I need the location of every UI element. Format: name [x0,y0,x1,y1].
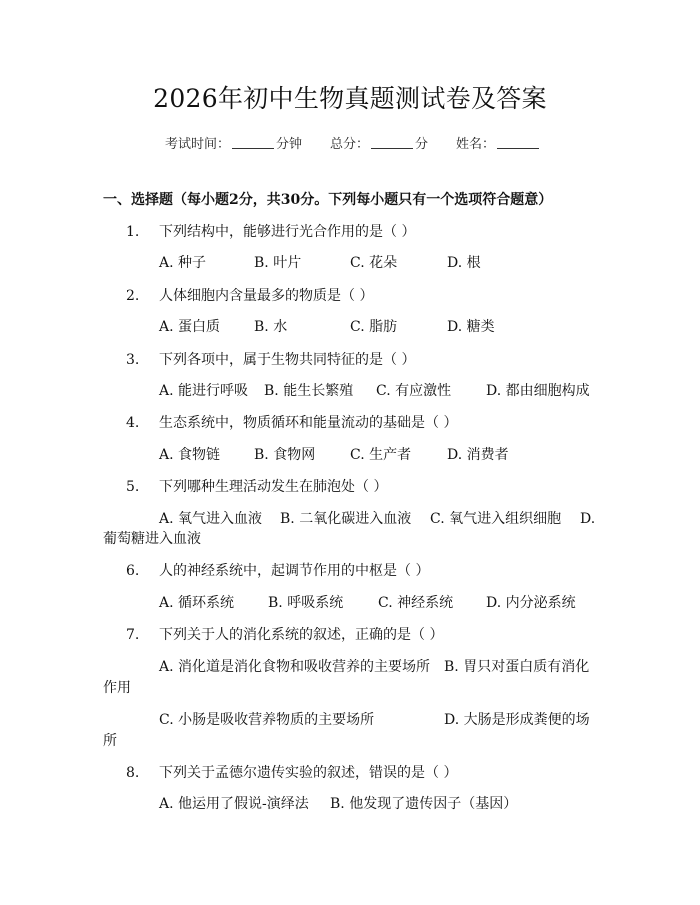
option-b: B. 叶片 [254,255,302,271]
page-title: 2026年初中生物真题测试卷及答案 [153,84,547,113]
question-number: 7. [126,627,140,643]
question-number: 8. [126,765,140,781]
option-a: A. 消化道是消化食物和吸收营养的主要场所 [159,659,431,675]
question-stem: 生态系统中，物质循环和能量流动的基础是（ ） [159,415,458,431]
question-stem: 人体细胞内含量最多的物质是（ ） [159,288,374,304]
question-stem: 人的神经系统中，起调节作用的中枢是（ ） [159,563,430,579]
question-number: 5. [126,479,140,495]
option-d: D. 根 [447,255,481,271]
option-a: A. 氧气进入血液 [159,511,263,527]
option-c: C. 小肠是吸收营养物质的主要场所 [159,712,375,728]
option-a: A. 他运用了假说-演绎法 [159,796,309,812]
option-c: C. 氧气进入组织细胞 [430,511,562,527]
option-d: D. 都由细胞构成 [486,383,590,399]
option-d: D. 大肠是形成粪便的场 [444,712,590,728]
option-d: D. 内分泌系统 [486,595,576,611]
option-c: C. 花朵 [350,255,398,271]
option-d-continuation: 所 [103,733,117,749]
question-number: 4. [126,415,140,431]
option-a: A. 循环系统 [159,595,235,611]
option-a: A. 种子 [159,255,207,271]
option-b: B. 二氧化碳进入血液 [280,511,412,527]
question-number: 2. [126,288,140,304]
exam-info-row [0,133,700,153]
option-b: B. 呼吸系统 [268,595,344,611]
option-b-continuation: 作用 [103,680,131,696]
total-score-info [330,133,428,155]
question-stem: 下列哪种生理活动发生在肺泡处（ ） [159,479,388,495]
question-stem: 下列关于人的消化系统的叙述，正确的是（ ） [159,627,444,643]
option-b: B. 他发现了遗传因子（基因） [330,796,518,812]
option-a: A. 食物链 [159,447,221,463]
exam-time-blank [232,134,274,149]
option-d: D. [580,511,596,527]
student-name-blank [497,134,539,149]
option-b: B. 食物网 [254,447,316,463]
option-d-continuation: 葡萄糖进入血液 [103,531,201,547]
question-stem: 下列各项中，属于生物共同特征的是（ ） [159,352,416,368]
section-heading: 一、选择题（每小题2分，共30分。下列每小题只有一个选项符合题意） [103,192,553,208]
option-b: B. 水 [254,319,288,335]
total-score-blank [371,134,413,149]
exam-time-info [165,133,302,155]
question-stem: 下列关于孟德尔遗传实验的叙述，错误的是（ ） [159,765,458,781]
question-number: 6. [126,563,140,579]
option-d: D. 糖类 [447,319,495,335]
option-c: C. 神经系统 [378,595,454,611]
option-a: A. 蛋白质 [159,319,221,335]
exam-time-label: 考试时间： [165,137,231,152]
exam-time-unit: 分钟 [276,137,303,152]
option-d: D. 消费者 [447,447,509,463]
question-number: 3. [126,352,140,368]
option-c: C. 有应激性 [376,383,452,399]
option-b: B. 胃只对蛋白质有消化 [444,659,590,675]
option-c: C. 生产者 [350,447,412,463]
option-a: A. 能进行呼吸 [159,383,249,399]
total-score-unit: 分 [415,137,429,152]
student-name-info [456,133,541,155]
student-name-label: 姓名： [456,137,496,152]
question-number: 1. [126,224,140,240]
question-stem: 下列结构中，能够进行光合作用的是（ ） [159,224,416,240]
total-score-label: 总分： [330,137,370,152]
option-c: C. 脂肪 [350,319,398,335]
option-b: B. 能生长繁殖 [264,383,354,399]
